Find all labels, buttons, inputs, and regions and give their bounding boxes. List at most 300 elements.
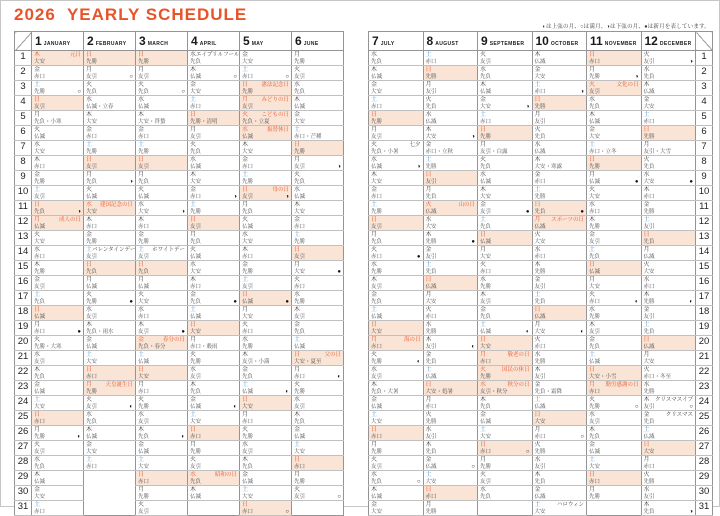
rokuyou-label: 仏滅 (425, 119, 437, 125)
day-number: 19 (15, 321, 32, 336)
day-cell-top (240, 396, 291, 404)
weekday-label: 土 (242, 277, 249, 283)
weekday-label: 月 (534, 112, 541, 118)
rokuyou-label: 大安 (534, 329, 546, 335)
moon-last-quarter-icon: ◑ (689, 59, 693, 65)
day-cell-bottom (478, 209, 532, 215)
month-name: OCTOBER (550, 41, 579, 47)
moon-full-icon: ○ (285, 74, 289, 80)
day-cell-top (188, 306, 239, 314)
weekday-label: 水 (34, 247, 41, 253)
rokuyou-label: 大安 (480, 344, 492, 350)
day-cell-top (424, 201, 478, 209)
rokuyou-label: 先負 (643, 74, 655, 80)
day-cell (240, 471, 292, 486)
weekday-label: 日 (190, 322, 197, 328)
day-cell-top (369, 261, 423, 269)
day-cell-top (369, 126, 423, 134)
day-cell-top (292, 471, 343, 479)
rokuyou-label: 赤口 (425, 59, 437, 65)
day-cell-top (424, 426, 478, 434)
day-cell-top (188, 441, 239, 449)
day-cell-top (84, 366, 135, 374)
day-cell-top (533, 441, 587, 449)
rokuyou-label: 先勝 (34, 89, 46, 95)
day-cell-top (32, 471, 83, 479)
day-cell-bottom (292, 389, 343, 395)
holiday-label: 勤労感謝の日 (605, 382, 639, 388)
weekday-label: 月 (643, 142, 650, 148)
day-cell (84, 171, 136, 186)
day-number: 21 (696, 351, 713, 366)
day-cell (423, 111, 478, 126)
day-cell (369, 501, 424, 516)
moon-first-quarter-icon: ◐ (471, 344, 475, 350)
weekday-label: 日 (534, 307, 541, 313)
moon-new-icon: ● (337, 269, 341, 275)
rokuyou-label: 赤口 (138, 224, 150, 230)
rokuyou-label: 赤口 (190, 434, 202, 440)
rokuyou-label: 赤口 (86, 224, 98, 230)
day-cell-bottom (32, 74, 83, 80)
day-cell-top (369, 51, 423, 59)
day-cell (641, 216, 696, 231)
day-cell-bottom (84, 89, 135, 95)
weekday-label: 金 (190, 397, 197, 403)
day-cell (423, 276, 478, 291)
weekday-label: 水 (86, 97, 93, 103)
weekday-label: 土 (425, 262, 432, 268)
day-cell (369, 141, 424, 156)
weekday-label: 木 (425, 127, 432, 133)
rokuyou-label: 大安 (86, 359, 98, 365)
day-cell-top (424, 126, 478, 134)
day-cell-top (292, 441, 343, 449)
day-cell (84, 291, 136, 306)
day-cell-top (136, 216, 187, 224)
day-cell-top (32, 66, 83, 74)
day-cell (32, 276, 84, 291)
day-cell-bottom (136, 404, 187, 410)
moon-first-quarter-icon: ◐ (525, 329, 530, 335)
rokuyou-label: 先負・雨水 (86, 329, 114, 335)
day-cell-bottom (642, 224, 696, 230)
weekday-label: 水 (534, 247, 541, 253)
weekday-label: 金 (425, 457, 432, 463)
day-cell-top (84, 381, 135, 389)
rokuyou-label: 先勝 (294, 389, 306, 395)
day-cell-top (84, 321, 135, 329)
day-cell-top (424, 486, 478, 494)
day-cell-top (240, 126, 291, 134)
day-cell-top (32, 321, 83, 329)
day-cell (240, 306, 292, 321)
day-cell-bottom (424, 194, 478, 200)
day-cell (188, 141, 240, 156)
day-cell-top (84, 186, 135, 194)
weekday-label: 月 (534, 322, 541, 328)
day-cell-bottom (240, 449, 291, 455)
day-cell-bottom (188, 209, 239, 215)
weekday-label: 土 (534, 397, 541, 403)
weekday-label: 日 (643, 127, 650, 133)
day-cell-bottom (188, 464, 239, 470)
rokuyou-label: 先負 (480, 494, 492, 500)
weekday-label: 日 (138, 157, 145, 163)
day-cell-top (292, 381, 343, 389)
day-cell (478, 471, 533, 486)
day-cell-top (424, 111, 478, 119)
rokuyou-label: 先勝 (86, 389, 98, 395)
day-cell-top (84, 216, 135, 224)
day-cell-bottom (188, 449, 239, 455)
weekday-label: 金 (534, 172, 541, 178)
day-number: 21 (15, 351, 32, 366)
day-cell-bottom (188, 419, 239, 425)
day-cell-bottom (32, 254, 83, 260)
weekday-label: 木 (138, 112, 145, 118)
moon-last-quarter-icon: ◑ (580, 89, 584, 95)
day-cell-bottom (136, 374, 187, 380)
day-cell (423, 216, 478, 231)
weekday-label: 月 (371, 442, 378, 448)
day-cell-top (587, 306, 641, 314)
weekday-label: 土 (643, 112, 650, 118)
day-cell (532, 51, 587, 66)
rokuyou-label: 友引 (138, 164, 150, 170)
weekday-label: 木 (242, 352, 249, 358)
day-cell-bottom (188, 479, 239, 485)
day-cell-top (369, 141, 423, 149)
day-cell (532, 396, 587, 411)
day-number: 18 (696, 306, 713, 321)
rokuyou-label: 赤口 (371, 434, 383, 440)
weekday-label: 金 (190, 187, 197, 193)
day-cell-top (188, 426, 239, 434)
rokuyou-label: 仏滅 (480, 329, 492, 335)
day-cell-top (642, 441, 696, 449)
day-cell-top (369, 471, 423, 479)
rokuyou-label: 大安 (242, 314, 254, 320)
rokuyou-label: 赤口・冬至 (643, 374, 672, 380)
day-cell-bottom (292, 299, 343, 305)
day-cell (188, 411, 240, 426)
day-cell-top (478, 366, 532, 374)
weekday-label: 日 (294, 352, 301, 358)
rokuyou-label: 大安 (589, 464, 601, 470)
day-cell-bottom (642, 434, 696, 440)
day-cell-bottom (136, 329, 187, 335)
weekday-label: 火 (643, 262, 650, 268)
weekday-label: 金 (86, 127, 93, 133)
day-cell-bottom (32, 389, 83, 395)
day-cell-top (136, 291, 187, 299)
day-cell-top (369, 216, 423, 224)
rokuyou-label: 先勝 (480, 284, 492, 290)
day-cell-top (240, 276, 291, 284)
day-cell-bottom (478, 299, 532, 305)
weekday-label: 金 (242, 367, 249, 373)
day-cell-top (369, 501, 423, 509)
day-cell (587, 441, 642, 456)
day-cell-bottom (292, 314, 343, 320)
day-cell-bottom (292, 479, 343, 485)
day-cell (532, 66, 587, 81)
day-number: 12 (696, 216, 713, 231)
day-cell-bottom (642, 404, 696, 410)
day-cell-bottom (478, 269, 532, 275)
rokuyou-label: 先負 (534, 299, 546, 305)
day-cell-bottom (136, 419, 187, 425)
day-cell-bottom (478, 359, 532, 365)
rokuyou-label: 仏滅 (425, 374, 437, 380)
day-cell (478, 291, 533, 306)
rokuyou-label: 仏滅 (589, 359, 601, 365)
weekday-label: 水 (190, 52, 197, 58)
weekday-label: 火 (480, 367, 487, 373)
rokuyou-label: 先負 (34, 464, 46, 470)
rokuyou-label: 友引 (480, 479, 492, 485)
day-cell-top (642, 366, 696, 374)
rokuyou-label: 仏滅 (534, 224, 546, 230)
day-cell (240, 291, 292, 306)
rokuyou-label: 赤口 (138, 134, 150, 140)
day-cell-bottom (533, 119, 587, 125)
rokuyou-label: 赤口 (534, 89, 546, 95)
day-cell-bottom (32, 134, 83, 140)
day-cell-top (136, 396, 187, 404)
day-cell-top (240, 66, 291, 74)
rokuyou-label: 先勝 (643, 209, 655, 215)
day-cell (240, 141, 292, 156)
day-cell-bottom (32, 104, 83, 110)
day-cell (478, 351, 533, 366)
day-cell (292, 51, 344, 66)
weekday-label: 水 (425, 322, 432, 328)
weekday-label: 木 (643, 187, 650, 193)
rokuyou-label: 先勝 (242, 434, 254, 440)
rokuyou-label: 友引・大雪 (643, 149, 672, 155)
weekday-label: 日 (589, 367, 596, 373)
day-cell (84, 426, 136, 441)
day-cell-bottom (84, 209, 135, 215)
weekday-label: 金 (371, 82, 378, 88)
rokuyou-label: 大安 (425, 299, 437, 305)
empty-cell (478, 501, 533, 516)
day-cell (188, 81, 240, 96)
day-cell-bottom (188, 404, 239, 410)
day-cell (32, 471, 84, 486)
day-cell (587, 246, 642, 261)
moon-new-icon: ● (77, 329, 81, 335)
weekday-label: 日 (190, 112, 197, 118)
day-cell-top (84, 441, 135, 449)
day-cell (292, 156, 344, 171)
day-cell-top (587, 201, 641, 209)
day-cell (641, 66, 696, 81)
day-cell-bottom (188, 269, 239, 275)
day-cell-top (642, 96, 696, 104)
day-cell-top (84, 141, 135, 149)
day-cell-top (533, 276, 587, 284)
month-header (478, 32, 533, 51)
day-cell-bottom (188, 74, 239, 80)
day-cell-top (292, 126, 343, 134)
day-cell-top (478, 126, 532, 134)
weekday-label: 金 (425, 352, 432, 358)
weekday-label: 金 (34, 277, 41, 283)
day-cell-top (188, 216, 239, 224)
day-cell-bottom (188, 329, 239, 335)
weekday-label: 月 (643, 247, 650, 253)
day-cell-top (587, 216, 641, 224)
day-cell-bottom (136, 314, 187, 320)
weekday-label: 火 (242, 112, 249, 118)
holiday-label: 成人の日 (58, 217, 81, 223)
weekday-label: 水 (643, 67, 650, 73)
day-cell-bottom (424, 479, 478, 485)
weekday-label: 金 (643, 97, 650, 103)
weekday-label: 日 (643, 232, 650, 238)
rokuyou-label: 仏滅 (480, 179, 492, 185)
day-cell (188, 381, 240, 396)
day-cell-bottom (369, 164, 423, 170)
rokuyou-label: 大安 (242, 149, 254, 155)
rokuyou-label: 大安 (589, 134, 601, 140)
corner-cell (696, 32, 713, 51)
weekday-label: 火 (371, 247, 378, 253)
weekday-label: 土 (138, 352, 145, 358)
rokuyou-label: 赤口 (86, 134, 98, 140)
day-cell-bottom (84, 404, 135, 410)
day-cell-bottom (424, 254, 478, 260)
day-cell-top (136, 81, 187, 89)
weekday-label: 月 (534, 217, 541, 223)
weekday-label: 火 (190, 142, 197, 148)
day-cell (641, 111, 696, 126)
day-cell-bottom (369, 329, 423, 335)
day-cell (240, 411, 292, 426)
weekday-label: 日 (242, 502, 249, 508)
day-cell-top (478, 261, 532, 269)
day-cell-bottom (533, 389, 587, 395)
day-number: 29 (696, 471, 713, 486)
rokuyou-label: 赤口 (138, 479, 150, 485)
day-cell-top (240, 411, 291, 419)
weekday-label: 水 (294, 187, 301, 193)
rokuyou-label: 先負 (371, 479, 383, 485)
moon-new-icon: ● (689, 179, 693, 185)
weekday-label: 日 (425, 487, 432, 493)
day-cell-top (240, 186, 291, 194)
weekday-label: 土 (190, 307, 197, 313)
day-cell (32, 81, 84, 96)
day-cell-bottom (533, 269, 587, 275)
weekday-label: 土 (643, 427, 650, 433)
day-cell (478, 141, 533, 156)
day-cell-top (240, 351, 291, 359)
day-cell (136, 426, 188, 441)
day-cell-bottom (533, 314, 587, 320)
weekday-label: 土 (643, 217, 650, 223)
day-cell-bottom (84, 374, 135, 380)
day-cell (84, 126, 136, 141)
day-cell-top (240, 231, 291, 239)
weekday-label: 水 (138, 202, 145, 208)
rokuyou-label: 赤口 (242, 74, 254, 80)
rokuyou-label: 大安 (138, 299, 150, 305)
day-cell (532, 171, 587, 186)
day-cell (188, 261, 240, 276)
day-cell-top (136, 126, 187, 134)
day-cell-bottom (424, 269, 478, 275)
day-cell (292, 291, 344, 306)
day-cell-top (32, 366, 83, 374)
rokuyou-label: 先勝 (294, 59, 306, 65)
day-cell-top (84, 306, 135, 314)
day-cell-bottom (478, 464, 532, 470)
rokuyou-label: 大安 (589, 194, 601, 200)
day-cell-top (136, 261, 187, 269)
rokuyou-label: 先負 (371, 239, 383, 245)
day-cell-top (533, 336, 587, 344)
day-cell (369, 96, 424, 111)
weekday-label: 日 (480, 337, 487, 343)
weekday-label: 火 (589, 82, 596, 88)
corner-cell (15, 32, 32, 51)
weekday-label: 水 (294, 292, 301, 298)
day-cell-bottom (84, 389, 135, 395)
weekday-label: 日 (138, 367, 145, 373)
weekday-label: 金 (86, 337, 93, 343)
day-cell-top (642, 381, 696, 389)
rokuyou-label: 赤口 (643, 194, 655, 200)
day-cell-bottom (84, 359, 135, 365)
day-cell-bottom (32, 374, 83, 380)
weekday-label: 月 (190, 442, 197, 448)
day-cell-top (587, 471, 641, 479)
day-cell-bottom (424, 329, 478, 335)
day-cell (641, 231, 696, 246)
rokuyou-label: 仏滅 (589, 119, 601, 125)
day-number: 27 (15, 441, 32, 456)
rokuyou-label: 大安 (643, 449, 655, 455)
day-cell-bottom (240, 329, 291, 335)
rokuyou-label: 友引 (294, 314, 306, 320)
day-cell-top (136, 456, 187, 464)
day-cell-bottom (424, 224, 478, 230)
day-number: 12 (15, 216, 32, 231)
rokuyou-label: 大安 (190, 89, 202, 95)
day-cell (423, 441, 478, 456)
rokuyou-label: 大安 (643, 359, 655, 365)
weekday-label: 日 (480, 127, 487, 133)
day-cell (641, 276, 696, 291)
day-number: 10 (696, 186, 713, 201)
day-cell (32, 381, 84, 396)
day-cell-top (292, 486, 343, 494)
day-cell-bottom (587, 314, 641, 320)
day-cell (188, 456, 240, 471)
day-cell-top (292, 81, 343, 89)
day-cell-bottom (369, 74, 423, 80)
rokuyou-label: 先負 (242, 374, 254, 380)
day-cell-top (478, 426, 532, 434)
weekday-label: 木 (480, 187, 487, 193)
day-cell-top (424, 141, 478, 149)
rokuyou-label: 友引 (643, 494, 655, 500)
weekday-label: 月 (242, 412, 249, 418)
